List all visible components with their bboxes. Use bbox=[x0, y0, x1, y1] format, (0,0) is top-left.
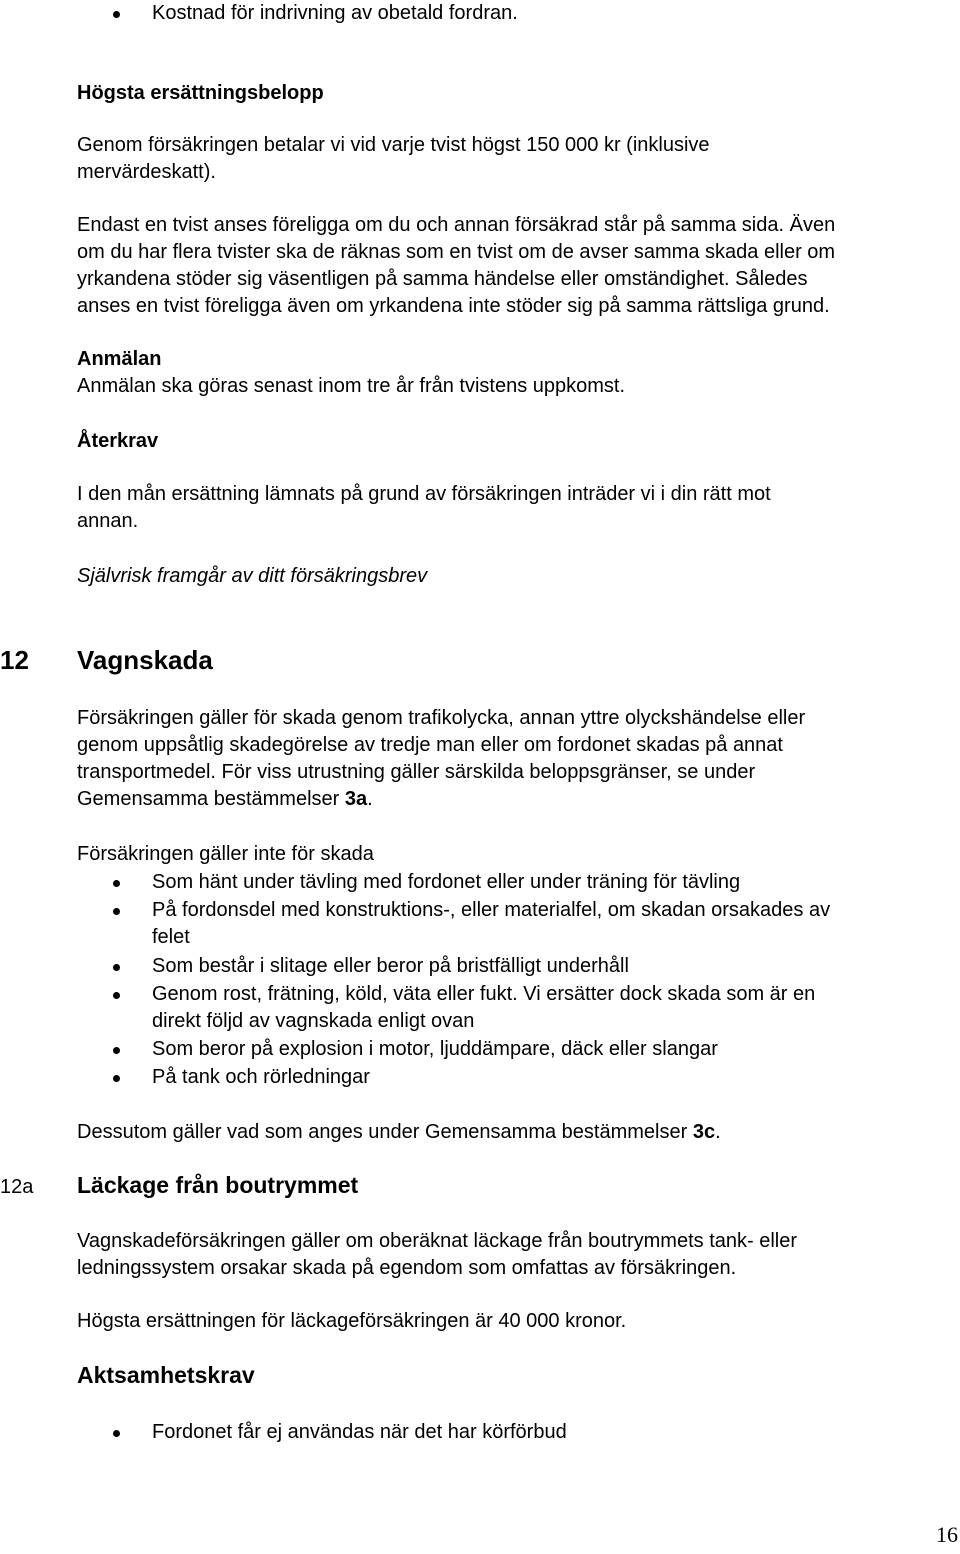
paragraph-line: transportmedel. För viss utrustning gäller särskilda beloppsgränser, se under bbox=[77, 761, 756, 783]
section-title: Vagnskada bbox=[77, 645, 213, 675]
paragraph-line: annan. bbox=[77, 510, 139, 532]
deductible-text: Självrisk framgår av ditt försäkringsbrev bbox=[77, 565, 428, 587]
recourse-heading: Återkrav bbox=[77, 430, 159, 452]
paragraph-line: Vagnskadeförsäkringen gäller om oberäknat läckage från boutrymmets tank- eller bbox=[77, 1230, 797, 1252]
list-item: Kostnad för indrivning av obetald fordran. bbox=[152, 2, 518, 24]
page-number: 16 bbox=[936, 1522, 958, 1547]
exclusions-heading: Försäkringen gäller inte för skada bbox=[77, 843, 374, 865]
text-span: . bbox=[715, 1121, 721, 1143]
list-item: Som beror på explosion i motor, ljuddämpare, däck eller slangar bbox=[152, 1038, 718, 1060]
list-item-continuation: direkt följd av vagnskada enligt ovan bbox=[152, 1010, 475, 1032]
notice-heading: Anmälan bbox=[77, 348, 162, 370]
bullet-dot bbox=[113, 1075, 120, 1082]
list-item: På fordonsdel med konstruktions-, eller materialfel, om skadan orsakades av bbox=[152, 899, 831, 921]
list-item: Genom rost, frätning, köld, väta eller fukt. Vi ersätter dock skada som är en bbox=[152, 983, 816, 1005]
paragraph-line bbox=[77, 786, 373, 813]
reference-code: 3a bbox=[344, 788, 368, 810]
paragraph-line: I den mån ersättning lämnats på grund av försäkringen inträder vi i din rätt mot bbox=[77, 483, 771, 505]
section-title: Läckage från boutrymmet bbox=[77, 1172, 359, 1198]
paragraph-line: yrkandena stöder sig väsentligen på samma händelse eller omständighet. Således bbox=[77, 268, 808, 290]
section-number: 12a bbox=[0, 1176, 34, 1198]
paragraph-line: om du har flera tvister ska de räknas som en tvist om de avser samma skada eller om bbox=[77, 241, 836, 263]
paragraph-line: genom uppsåtlig skadegörelse av tredje man eller om fordonet skadas på annat bbox=[77, 734, 783, 756]
paragraph-line: Genom försäkringen betalar vi vid varje tvist högst 150 000 kr (inklusive bbox=[77, 134, 710, 156]
paragraph-line: Endast en tvist anses föreligga om du och annan försäkrad står på samma sida. Även bbox=[77, 214, 836, 236]
bullet-dot bbox=[113, 908, 120, 915]
bullet-dot bbox=[113, 11, 120, 18]
max-amount-heading: Högsta ersättningsbelopp bbox=[77, 82, 324, 104]
text-span: Gemensamma bestämmelser bbox=[77, 788, 345, 810]
bullet-dot bbox=[113, 880, 120, 887]
paragraph-line: ledningssystem orsakar skada på egendom som omfattas av försäkringen. bbox=[77, 1257, 737, 1279]
notice-text: Anmälan ska göras senast inom tre år från tvistens uppkomst. bbox=[77, 375, 626, 397]
reference-code: 3c bbox=[692, 1121, 716, 1143]
paragraph-line: Försäkringen gäller för skada genom trafikolycka, annan yttre olyckshändelse eller bbox=[77, 707, 806, 729]
text-span: Dessutom gäller vad som anges under Gemensamma bestämmelser bbox=[77, 1121, 693, 1143]
list-item-continuation: felet bbox=[152, 926, 190, 948]
bullet-dot bbox=[113, 992, 120, 999]
bullet-dot bbox=[113, 1430, 120, 1437]
list-item: Som består i slitage eller beror på bristfälligt underhåll bbox=[152, 955, 629, 977]
max-compensation-text: Högsta ersättningen för läckageförsäkringen är 40 000 kronor. bbox=[77, 1310, 627, 1332]
paragraph-line: anses en tvist föreligga även om yrkandena inte stöder sig på samma rättsliga grund. bbox=[77, 295, 830, 317]
bullet-dot bbox=[113, 1047, 120, 1054]
section-number: 12 bbox=[0, 645, 29, 675]
list-item: Som hänt under tävling med fordonet eller under träning för tävling bbox=[152, 871, 741, 893]
list-item: Fordonet får ej användas när det har körförbud bbox=[152, 1421, 567, 1443]
care-requirement-heading: Aktsamhetskrav bbox=[77, 1362, 255, 1388]
bullet-dot bbox=[113, 964, 120, 971]
paragraph-line bbox=[77, 1119, 721, 1146]
list-item: På tank och rörledningar bbox=[152, 1066, 370, 1088]
text-span: . bbox=[367, 788, 373, 810]
paragraph-line: mervärdeskatt). bbox=[77, 161, 216, 183]
